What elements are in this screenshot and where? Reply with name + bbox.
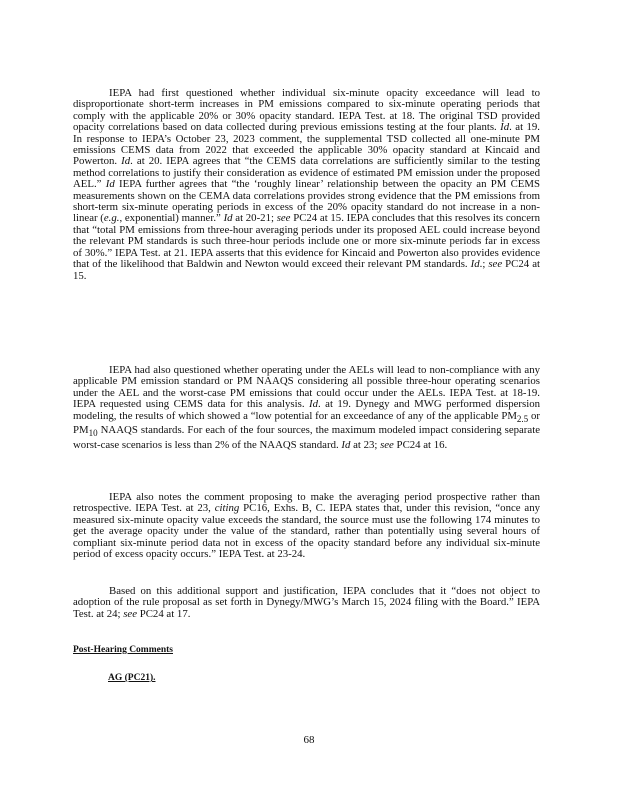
subscript: 2.5 [516,413,529,424]
citation-signal: Id [309,398,318,411]
citation-signal: e.g. [103,212,120,225]
paragraph-iepa-naaqs-modeling: IEPA had also questioned whether operating under the AELs will lead to non-compliance with any applicable PM emission standard or PM NAAQS considering all possible three-hour operating scenarios under the AEL and the worst-case PM emissions that could occur under the AELs. IEPA Test. at 18-19. IEPA requested using CEMS data for this analysis. Id. at 19. Dynegy and MWG performed dispersion modeling, the results of which showed a “low potential for an exceedance of any of the applicable $PM_{2.5}$ or $PM_{10}$ NAAQS standards. For each of the four sources, the maximum modeled impact considering separate worst-case scenarios is less than 2% of the NAAQS standard. Id at 23; see PC24 at 16. [73,364,540,451]
citation-signal: see [276,212,291,225]
citation-signal: see [123,607,138,620]
citation-signal: citing [214,502,240,515]
paragraph-iepa-averaging-period: IEPA also notes the comment proposing to make the averaging period prospective rather than retrospective. IEPA Test. at 23, citing PC16, Exhs. B, C. IEPA states that, under this revision, “once any measured six-minute opacity value exceeds the standard, the source must use the following 174 minutes to get the average opacity under the value of the standard, rather than potentially using several hours of compliant six-minute period data not in excess of the opacity standard before any individual six-minute period of excess opacity occurs.” IEPA Test. at 23-24. [73,491,541,561]
page-number: 68 [303,734,315,746]
citation-signal: Id [105,178,115,191]
paragraph-iepa-conclusion: Based on this additional support and justification, IEPA concludes that it “does not object to adoption of the rule proposal as set forth in Dynegy/MWG’s March 15, 2024 filing with the Board.” IEPA Test. at 24; see PC24 at 17. [73,585,540,620]
citation-signal: Id [341,438,351,451]
subscript: 10 [88,428,98,439]
citation-signal: Id [223,212,233,225]
subsection-heading-ag-pc21: AG (PC21). [108,673,156,683]
citation-signal: Id [121,155,131,168]
citation-signal: Id [500,121,510,134]
paragraph-iepa-opacity-correlations: IEPA had first questioned whether individual six-minute opacity exceedance will lead to disproportionate short-term increases in PM emissions compared to six-minute operating periods that comply with the applicable 20% or 30% opacity standard. IEPA Test. at 18. The original TSD provided opacity correlations based on data collected during previous emissions testing at the four plants. Id. at 19. In response to IEPA’s October 23, 2023 comment, the supplemental TSD collected all one-minute PM emissions CEMS data from 2022 that exceeded the applicable 30% opacity standard at Kincaid and Powerton. Id. at 20. IEPA agrees that “the CEMS data correlations are sufficiently similar to the testing method correlations to justify their consideration as evidence of estimated PM emission under the proposed AEL.” Id IEPA further agrees that “the ‘roughly linear’ relationship between the opacity an PM CEMS measurements shown on the CEMA data correlations provides strong evidence that the PM emissions from short-term six-minute operating periods in excess of the 20% opacity standard do not increase in a non-linear (e.g., exponential) manner.” Id at 20-21; see PC24 at 15. IEPA concludes that this resolves its concern that “total PM emissions from three-hour averaging periods under its proposed AEL could increase beyond the relevant PM standards is such three-hour periods include one or more six-minute periods far in excess of 30%.” IEPA Test. at 21. IEPA asserts that this evidence for Kincaid and Powerton also provides evidence that of the likelihood that Baldwin and Newton would exceed their relevant PM standards. Id.; see PC24 at 15. [73,87,541,282]
citation-signal: see [488,258,503,271]
section-heading-post-hearing-comments: Post-Hearing Comments [73,645,173,655]
citation-signal: see [380,438,394,451]
citation-signal: Id [470,258,480,271]
